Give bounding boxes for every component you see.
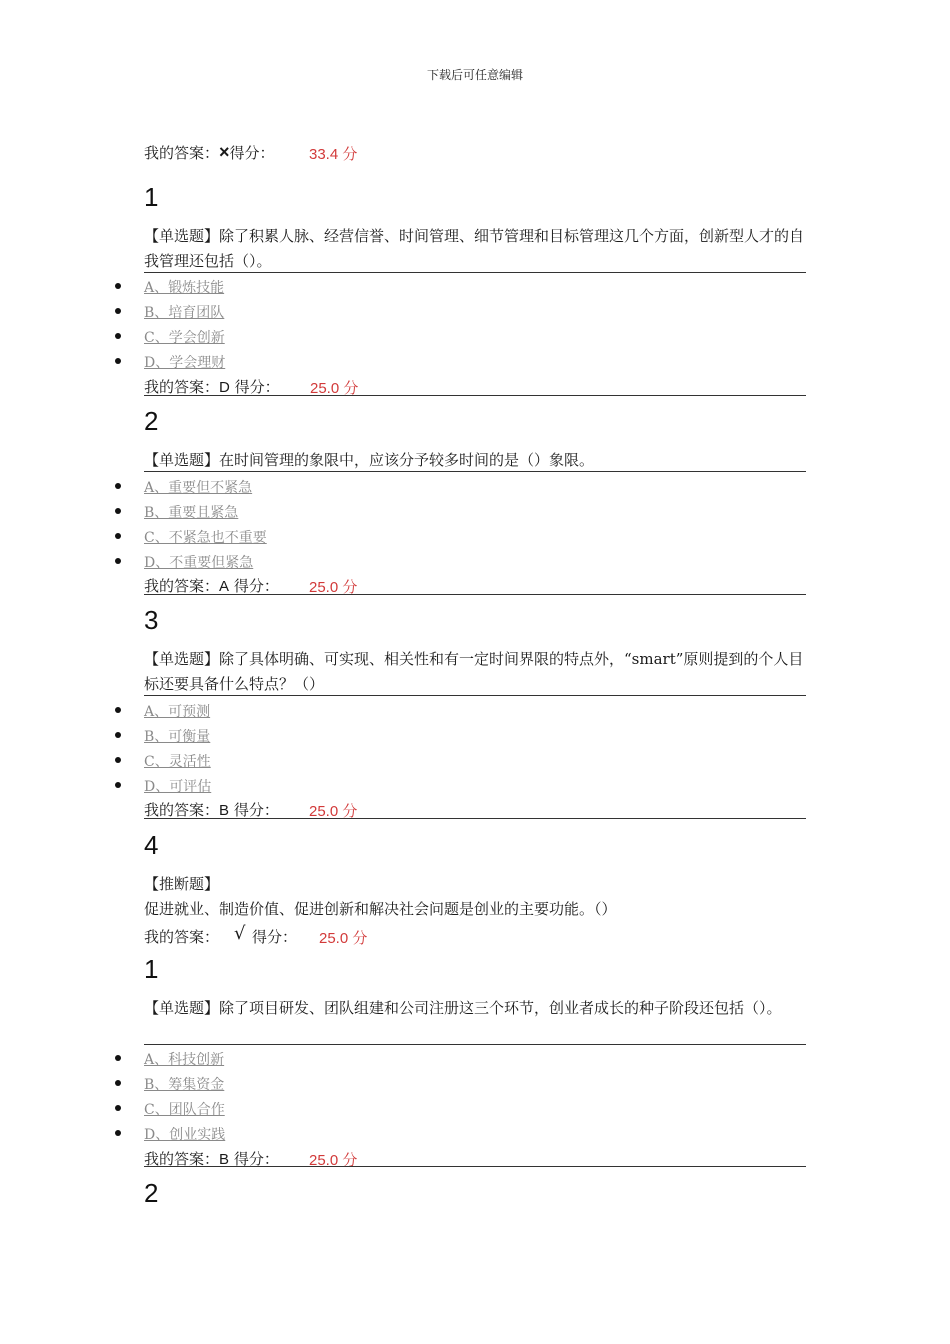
option-d[interactable]: D、学会理财 bbox=[144, 355, 226, 371]
bullet-icon bbox=[115, 732, 121, 738]
bullet-icon bbox=[115, 358, 121, 364]
option-d[interactable]: D、可评估 bbox=[144, 779, 212, 795]
divider bbox=[144, 818, 806, 819]
score-label: 得分： bbox=[252, 928, 298, 946]
question-number: 1 bbox=[144, 954, 159, 984]
answer-line: 我的答案： bbox=[144, 928, 220, 946]
divider bbox=[144, 272, 806, 273]
bullet-icon bbox=[115, 782, 121, 788]
divider bbox=[144, 395, 806, 396]
score-value: 25.0 分 bbox=[310, 380, 359, 397]
option-d[interactable]: D、不重要但紧急 bbox=[144, 555, 254, 571]
option-c[interactable]: C、灵活性 bbox=[144, 754, 211, 770]
question-type: 【推断题】 bbox=[144, 875, 220, 893]
bullet-icon bbox=[115, 333, 121, 339]
question-text: 【单选题】除了积累人脉、经营信誉、时间管理、细节管理和目标管理这几个方面，创新型人才的自我管理还包括（）。 bbox=[144, 227, 805, 270]
bullet-icon bbox=[115, 508, 121, 514]
divider bbox=[144, 1166, 806, 1167]
option-b[interactable]: B、筹集资金 bbox=[144, 1077, 225, 1093]
correct-mark-icon: √ bbox=[234, 923, 246, 944]
score-label: 得分： bbox=[229, 144, 275, 162]
score-value: 25.0 分 bbox=[309, 579, 358, 596]
option-a[interactable]: A、重要但不紧急 bbox=[144, 480, 253, 496]
option-a[interactable]: A、锻炼技能 bbox=[144, 280, 225, 296]
bullet-icon bbox=[115, 1055, 121, 1061]
answer-value: B bbox=[219, 1151, 230, 1168]
option-b[interactable]: B、重要且紧急 bbox=[144, 505, 239, 521]
page-header: 下载后可任意编辑 bbox=[426, 68, 523, 82]
question-number: 1 bbox=[144, 182, 159, 212]
answer-value: D bbox=[219, 379, 230, 396]
bullet-icon bbox=[115, 1105, 121, 1111]
option-d[interactable]: D、创业实践 bbox=[144, 1127, 226, 1143]
answer-value: B bbox=[219, 802, 230, 819]
question-number: 2 bbox=[144, 406, 159, 436]
divider bbox=[144, 594, 806, 595]
score-value: 25.0 分 bbox=[309, 803, 358, 820]
bullet-icon bbox=[115, 707, 121, 713]
option-b[interactable]: B、培育团队 bbox=[144, 305, 225, 321]
top-score: 33.4 分 bbox=[309, 146, 358, 163]
bullet-icon bbox=[115, 1130, 121, 1136]
answer-line: 我的答案：B 得分： bbox=[144, 801, 279, 819]
question-text: 【单选题】在时间管理的象限中，应该分予较多时间的是（）象限。 bbox=[144, 451, 595, 469]
question-number: 2 bbox=[144, 1178, 159, 1208]
divider bbox=[144, 695, 806, 696]
question-text: 【单选题】除了具体明确、可实现、相关性和有一定时间界限的特点外，“smart”原则提到的个人目标还要具备什么特点？（） bbox=[144, 650, 804, 693]
answer-line: 我的答案：B 得分： bbox=[144, 1150, 279, 1168]
score-value: 25.0 分 bbox=[319, 930, 368, 947]
question-text: 促进就业、制造价值、促进创新和解决社会问题是创业的主要功能。（） bbox=[144, 900, 617, 918]
divider bbox=[144, 1044, 806, 1045]
bullet-icon bbox=[115, 483, 121, 489]
bullet-icon bbox=[115, 533, 121, 539]
bullet-icon bbox=[115, 558, 121, 564]
option-c[interactable]: C、不紧急也不重要 bbox=[144, 530, 267, 546]
answer-line: 我的答案：A 得分： bbox=[144, 577, 279, 595]
divider bbox=[144, 471, 806, 472]
bullet-icon bbox=[115, 308, 121, 314]
score-value: 25.0 分 bbox=[309, 1152, 358, 1169]
option-a[interactable]: A、可预测 bbox=[144, 704, 211, 720]
wrong-mark-icon: × bbox=[219, 142, 230, 162]
option-c[interactable]: C、学会创新 bbox=[144, 330, 225, 346]
question-number: 3 bbox=[144, 605, 159, 635]
top-answer-line bbox=[144, 142, 275, 163]
option-a[interactable]: A、科技创新 bbox=[144, 1052, 225, 1068]
question-number: 4 bbox=[144, 830, 159, 860]
option-c[interactable]: C、团队合作 bbox=[144, 1102, 225, 1118]
answer-value: A bbox=[219, 578, 230, 595]
option-b[interactable]: B、可衡量 bbox=[144, 729, 211, 745]
answer-line: 我的答案：D 得分： bbox=[144, 378, 280, 396]
bullet-icon bbox=[115, 283, 121, 289]
question-text: 【单选题】除了项目研发、团队组建和公司注册这三个环节，创业者成长的种子阶段还包括（）。 bbox=[144, 999, 782, 1017]
answer-label: 我的答案： bbox=[144, 144, 220, 162]
bullet-icon bbox=[115, 1080, 121, 1086]
bullet-icon bbox=[115, 757, 121, 763]
